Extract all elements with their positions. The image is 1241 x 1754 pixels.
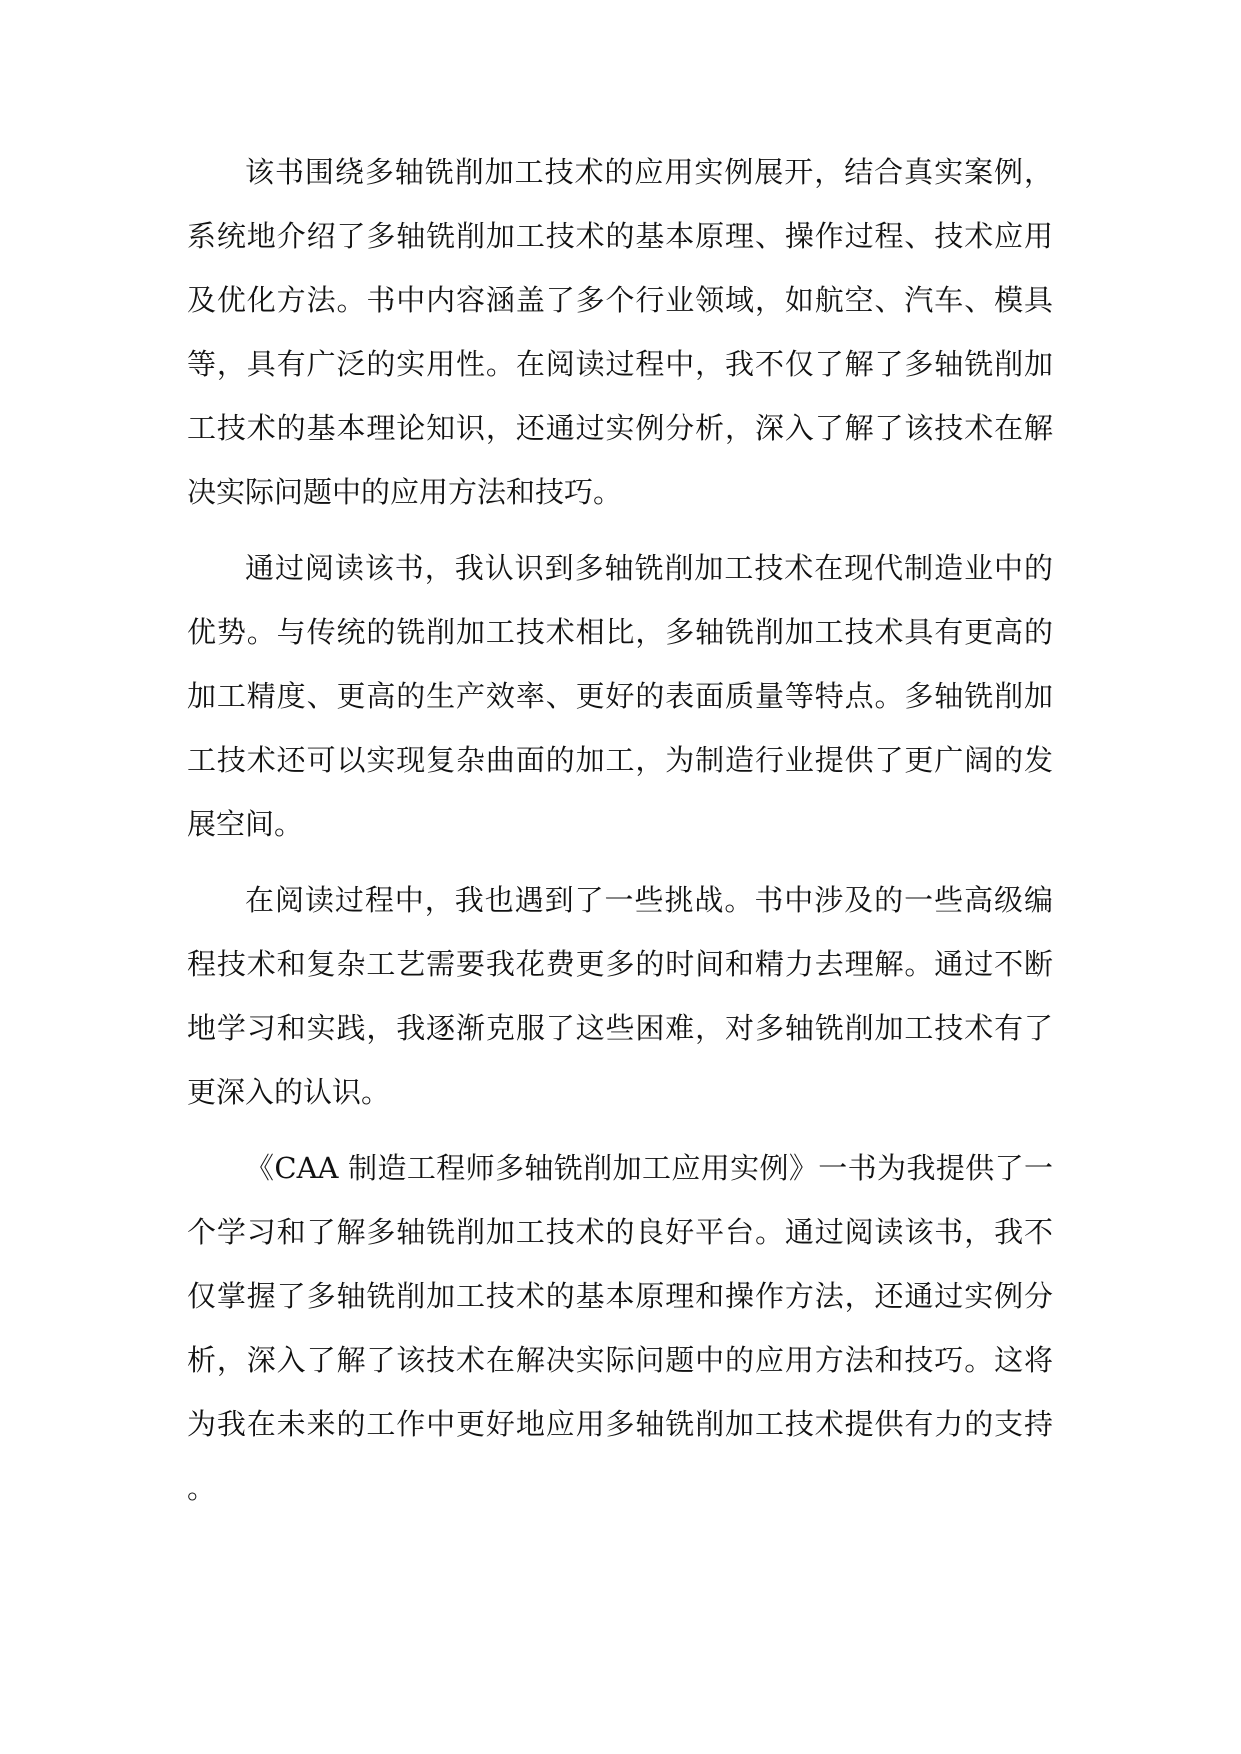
paragraph-1: 该书围绕多轴铣削加工技术的应用实例展开，结合真实案例，系统地介绍了多轴铣削加工技术的基本原理、操作过程、技术应用及优化方法。书中内容涵盖了多个行业领域，如航空、汽车、模具等，具有广泛的实用性。在阅读过程中，我不仅了解了多轴铣削加工技术的基本理论知识，还通过实例分析，深入了解了该技术在解决实际问题中的应用方法和技巧。 (187, 155, 1053, 509)
paragraph-4: 《CAA 制造工程师多轴铣削加工应用实例》一书为我提供了一个学习和了解多轴铣削加工技术的良好平台。通过阅读该书，我不仅掌握了多轴铣削加工技术的基本原理和操作方法，还通过实例分析，深入了解了该技术在解决实际问题中的应用方法和技巧。这将为我在未来的工作中更好地应用多轴铣削加工技术提供有力的支持。 (187, 1151, 1053, 1505)
paragraph-2: 通过阅读该书，我认识到多轴铣削加工技术在现代制造业中的优势。与传统的铣削加工技术相比，多轴铣削加工技术具有更高的加工精度、更高的生产效率、更好的表面质量等特点。多轴铣削加工技术还可以实现复杂曲面的加工，为制造行业提供了更广阔的发展空间。 (187, 551, 1053, 841)
body-text (187, 140, 1053, 1532)
paragraph-3: 在阅读过程中，我也遇到了一些挑战。书中涉及的一些高级编程技术和复杂工艺需要我花费更多的时间和精力去理解。通过不断地学习和实践，我逐渐克服了这些困难，对多轴铣削加工技术有了更深入的认识。 (187, 883, 1053, 1109)
